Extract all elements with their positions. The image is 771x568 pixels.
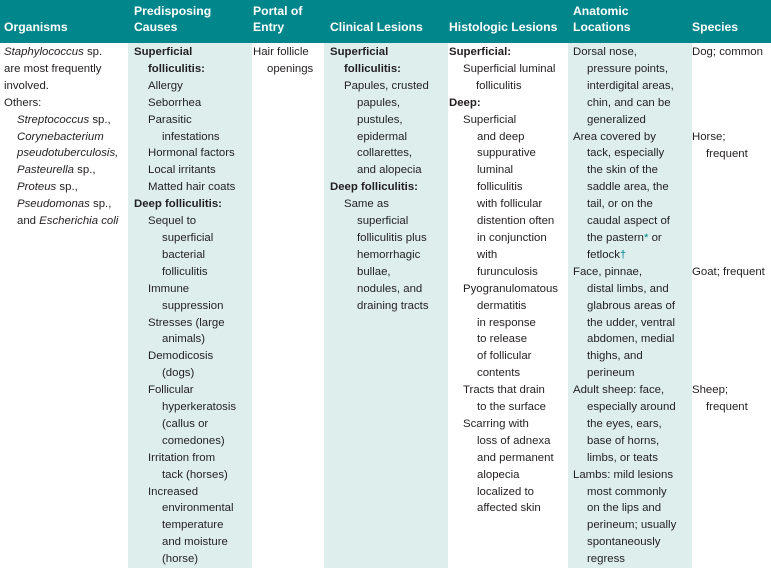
superficial-folliculitis-heading: Superficial folliculitis: [134,46,205,75]
footnote-dagger: † [619,248,627,261]
anatomic-horse: Area covered by tack, especially the skin of the saddle area, the tail, or on the caudal aspect of the pastern* or fetlock† [573,130,670,261]
organisms-column [0,43,131,568]
clinical-lesions-column [324,43,448,568]
list-item: Demodicosis (dogs) [148,350,214,380]
header-anatomic-locations: Anatomic Locations [573,4,631,34]
histologic-superficial-text: Superficial luminal folliculitis [463,62,556,92]
header-clinical-lesions: Clinical Lesions [330,19,423,34]
header-histologic-lesions: Histologic Lesions [449,19,558,34]
histologic-lesions-column [443,43,573,568]
species-dog: Dog; common [692,46,763,58]
header-portal-of-entry: Portal of Entry [253,4,303,34]
clinical-superficial-heading: Superficial folliculitis: [330,46,401,75]
list-item: Streptococcus sp., [17,113,111,126]
list-item: Corynebacterium [17,130,104,143]
footnote-asterisk: * [644,231,649,244]
deep-folliculitis-heading: Deep folliculitis: [134,198,222,211]
header-organisms: Organisms [4,19,68,34]
list-item: Seborrhea [148,96,202,109]
deep-causes-list [134,213,252,568]
anatomic-lambs: Lambs: mild lesions most commonly on the lips and perineum; usually spontaneously regress [573,468,677,566]
species-horse: Horse; frequent [692,131,748,160]
list-item: Superficial and deep suppurative luminal folliculitis with follicular distention often in conjunction with furunculosis [463,113,555,278]
list-item: Local irritants [148,164,216,177]
list-item: Pyogranulomatous dermatitis in response to release of follicular contents [463,282,558,380]
list-item: Sequel to superficial bacterial folliculitis [148,215,214,278]
list-item: Scarring with loss of adnexa and permanent alopecia localized to affected skin [463,417,554,515]
superficial-causes-list [134,78,252,196]
list-item: pseudotuberculosis, [17,147,119,160]
list-item: Parasitic infestations [148,113,220,143]
list-item: Tracts that drain to the surface [463,384,547,414]
clinical-superficial-text: Papules, crusted papules, pustules, epidermal collarettes, and alopecia [344,79,429,177]
anatomic-locations-column [568,43,692,568]
histologic-deep-list [449,112,573,518]
anatomic-goat: Face, pinnae, distal limbs, and glabrous areas of the udder, ventral abdomen, medial thighs, and perineum [573,265,676,380]
portal-of-entry-column [247,43,329,568]
species-sheep: Sheep; frequent [692,384,748,413]
species-goat: Goat; frequent [692,266,765,278]
list-item: Increased environmental temperature and moisture (horse) [148,485,234,566]
list-item: Matted hair coats [148,181,236,194]
histologic-deep-heading: Deep: [449,96,481,109]
species-column [688,43,771,568]
portal-line: openings [267,62,314,75]
list-item: Follicular hyperkeratosis (callus or comedones) [148,384,237,447]
histologic-superficial-heading: Superficial: [449,46,512,58]
organism-primary: Staphylococcus sp. are most frequently involved. [4,46,103,92]
list-item: Proteus sp., [17,181,78,194]
predisposing-causes-column [128,43,252,568]
list-item: Hormonal factors [148,147,235,160]
clinical-deep-text: Same as superficial folliculitis plus hemorrhagic bullae, nodules, and draining tracts [344,198,429,312]
clinical-deep-heading: Deep folliculitis: [330,181,418,194]
list-item: and Escherichia coli [17,215,119,228]
anatomic-dog: Dorsal nose, pressure points, interdigital areas, chin, and can be generalized [573,46,674,126]
table-header [0,0,771,43]
anatomic-sheep: Adult sheep: face, especially around the eyes, ears, base of horns, limbs, or teats [573,384,676,464]
list-item: Irritation from tack (horses) [148,451,228,481]
list-item: Pasteurella sp., [17,164,96,177]
organisms-others-label: Others: [4,96,42,109]
list-item: Pseudomonas sp., [17,198,112,211]
portal-line: Hair follicle [253,46,309,58]
list-item: Stresses (large animals) [148,316,225,346]
header-species: Species [692,19,739,34]
list-item: Immune suppression [148,282,224,312]
header-predisposing-causes: Predisposing Causes [134,4,212,34]
organisms-others-list [4,112,131,230]
list-item: Allergy [148,79,183,92]
